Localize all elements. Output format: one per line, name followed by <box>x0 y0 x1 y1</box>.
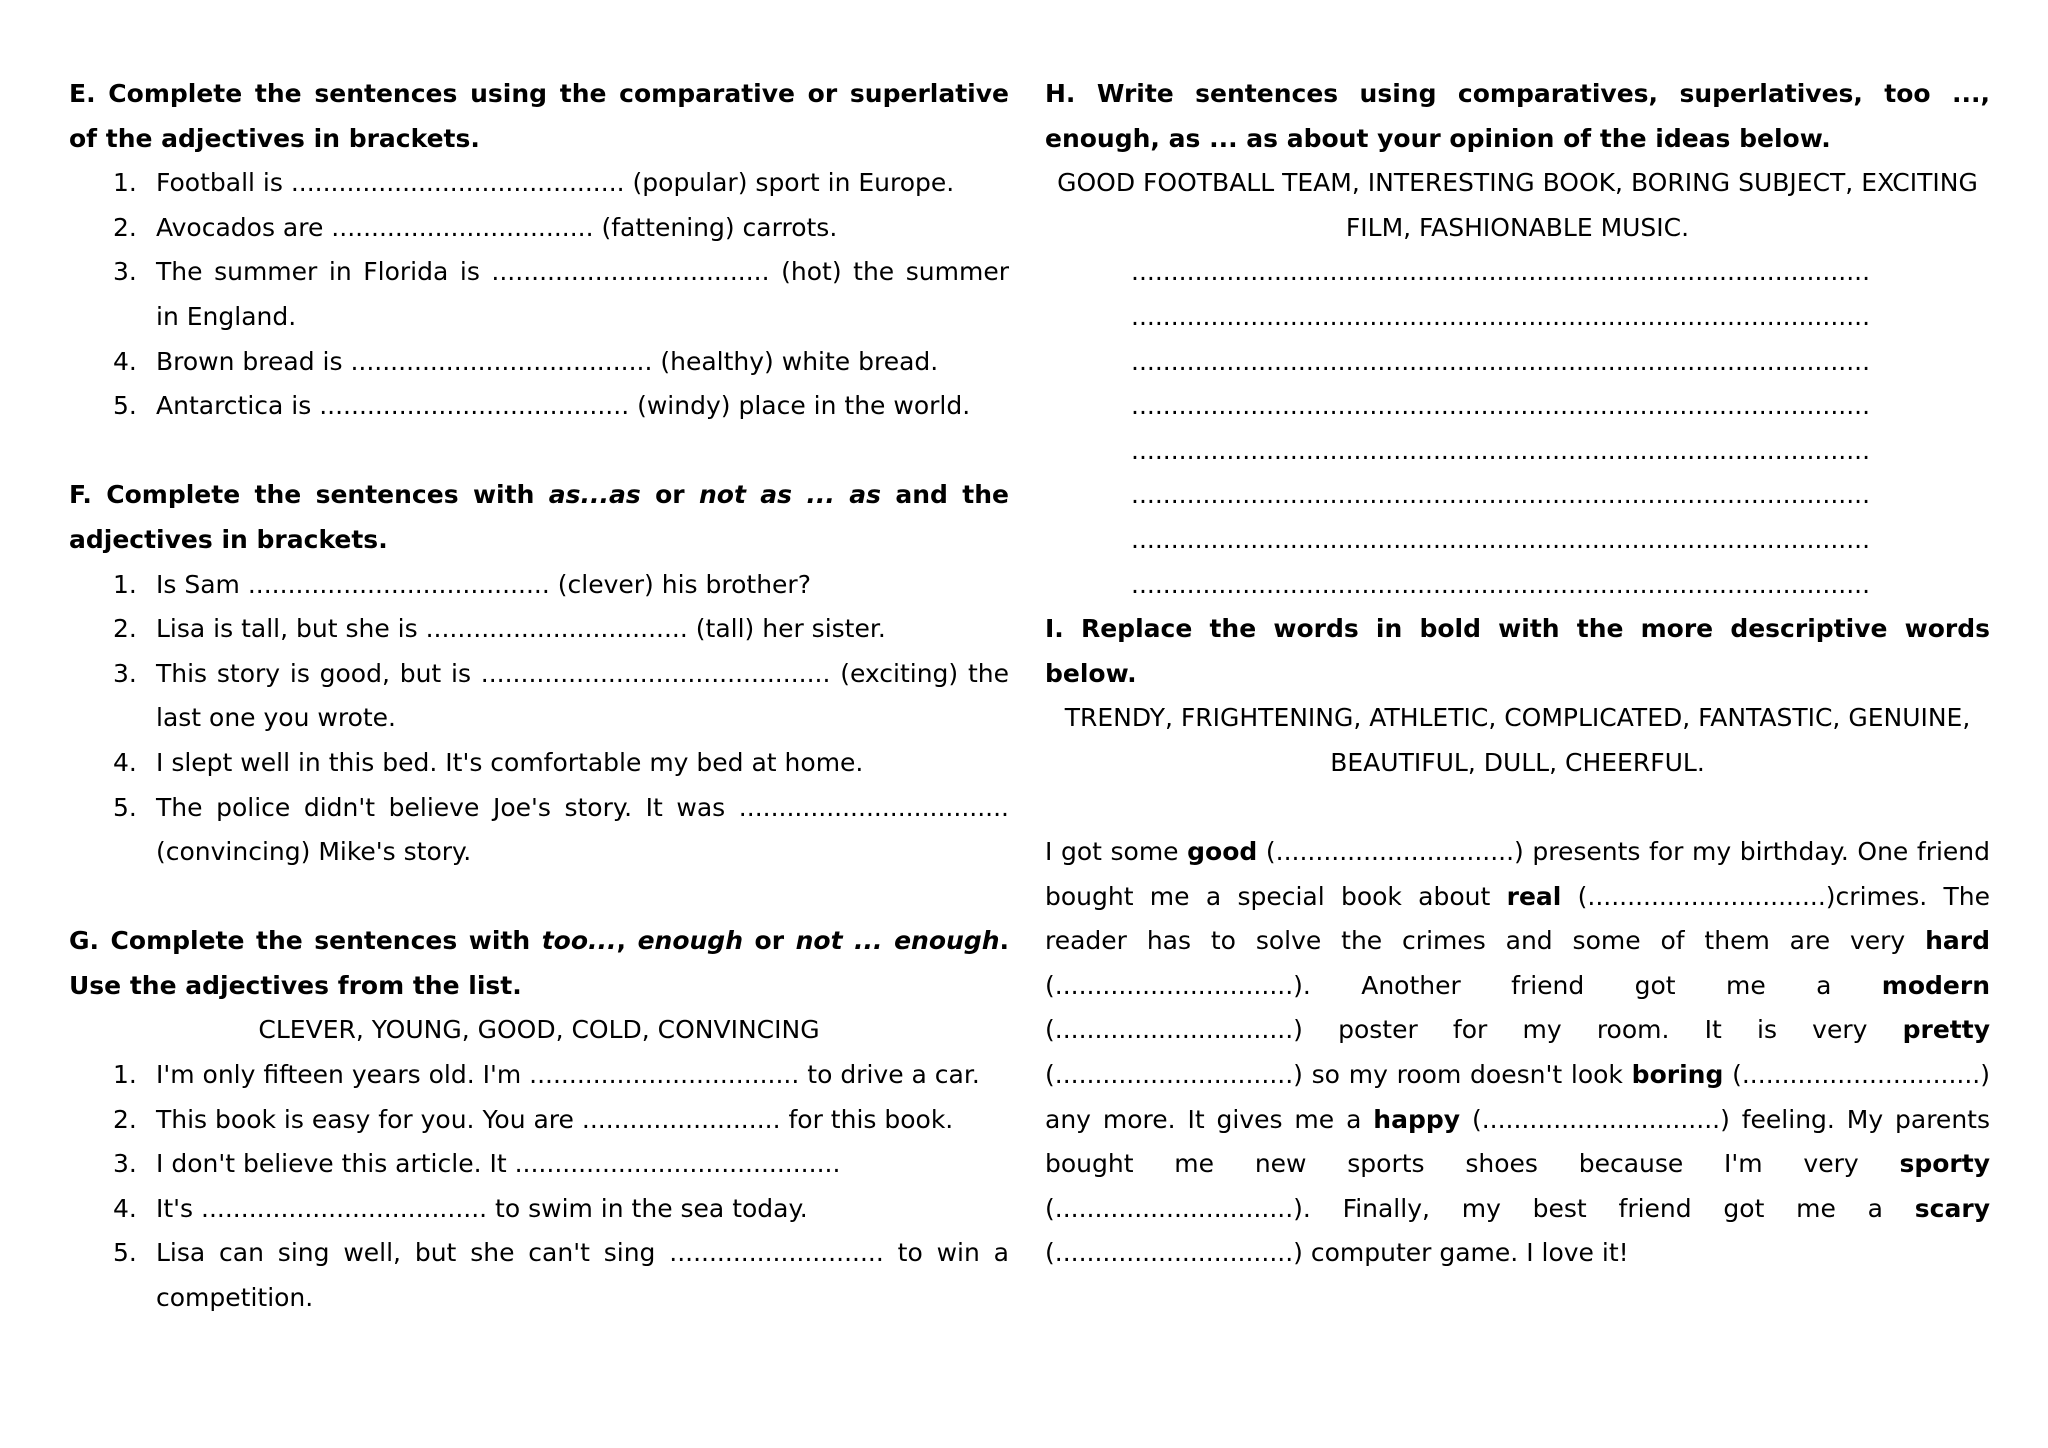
answer-line: ............................................................................................. <box>1131 569 1871 599</box>
bold-word: boring <box>1631 1060 1724 1090</box>
section-f-title <box>69 473 1009 562</box>
list-item: 1. Is Sam ...................................... (clever) his brother? <box>113 569 811 599</box>
title-text: G. Complete the sentences with <box>69 926 542 956</box>
section-i-paragraph <box>1045 830 1990 1276</box>
item-text: Lisa is tall, but she is ................................. (tall) her sister. <box>156 614 886 644</box>
spacer <box>69 429 1009 474</box>
title-emphasis: enough <box>637 926 743 956</box>
paragraph-text: (..............................) presents for my birthday. One friend bought me a special book about <box>1045 837 1991 911</box>
title-text: and the adjectives in brackets. <box>69 480 1009 554</box>
answer-line: ............................................................................................. <box>1131 435 1871 465</box>
list-item: 2. Avocados are ................................. (fattening) carrots. <box>113 212 838 242</box>
title-emphasis: not ... enough <box>795 926 1000 956</box>
list-item: 4. I slept well in this bed. It's comfortable my bed at home. <box>113 747 864 777</box>
list-item: 3. This story is good, but is ............................................ (exciting) the last one you wrote. <box>113 658 1009 733</box>
answer-line: ............................................................................................. <box>1131 257 1871 287</box>
list-item: 5. The police didn't believe Joe's story. It was .................................. (convincing) Mike's story. <box>113 792 1009 867</box>
list-item: 1. Football is .......................................... (popular) sport in Europe. <box>113 168 955 198</box>
list-item: 5. Antarctica is ....................................... (windy) place in the world. <box>113 391 971 421</box>
section-g-word-list: CLEVER, YOUNG, GOOD, COLD, CONVINCING <box>258 1015 820 1045</box>
section-g-title <box>69 919 1009 1008</box>
bold-word: sporty <box>1899 1149 1990 1179</box>
title-text: F. Complete the sentences with <box>69 480 549 510</box>
left-column <box>69 72 1009 1321</box>
item-text: Brown bread is ...................................... (healthy) white bread. <box>156 346 939 376</box>
spacer <box>69 875 1009 920</box>
section-e-list <box>69 161 1009 429</box>
list-item: 2. Lisa is tall, but she is ................................. (tall) her sister. <box>113 614 886 644</box>
item-text: Is Sam ...................................... (clever) his brother? <box>156 569 811 599</box>
answer-line: ............................................................................................. <box>1131 391 1871 421</box>
list-item: 1. I'm only fifteen years old. I'm .................................. to drive a car. <box>113 1060 980 1090</box>
section-h-word-list: GOOD FOOTBALL TEAM, INTERESTING BOOK, BORING SUBJECT, EXCITING FILM, FASHIONABLE MUSIC. <box>1057 168 1978 242</box>
paragraph-text: (..............................)crimes. The reader has to solve the crimes and some of them are very <box>1045 881 1990 956</box>
title-text: or <box>743 926 796 956</box>
answer-line: ............................................................................................. <box>1131 524 1871 554</box>
section-i-title: I. Replace the words in bold with the more descriptive words below. <box>1045 614 1990 688</box>
item-text: This book is easy for you. You are ......................... for this book. <box>156 1104 954 1134</box>
title-emphasis: too... <box>541 926 617 956</box>
paragraph-text: I got some <box>1045 837 1188 867</box>
item-text: This story is good, but is ............................................ (exciting) the last one you wrote. <box>156 658 1009 733</box>
bold-word: hard <box>1925 926 1990 956</box>
list-item: 3. The summer in Florida is ................................... (hot) the summer in England. <box>113 257 1009 331</box>
section-h-answer-lines <box>1045 250 1990 607</box>
bold-word: good <box>1187 837 1258 867</box>
right-column <box>1045 72 1990 1276</box>
title-emphasis: not as ... as <box>698 480 881 510</box>
list-item: 3. I don't believe this article. It ......................................... <box>113 1149 841 1179</box>
item-text: Lisa can sing well, but she can't sing ........................... to win a competition. <box>156 1238 1009 1313</box>
section-f-list <box>69 563 1009 875</box>
paragraph-text: (..............................) poster for my room. It is very <box>1045 1015 1903 1045</box>
paragraph-text: (..............................). Finally, my best friend got me a <box>1045 1193 1915 1223</box>
list-item: 4. It's .................................... to swim in the sea today. <box>113 1193 808 1223</box>
section-i-word-list: TRENDY, FRIGHTENING, ATHLETIC, COMPLICATED, FANTASTIC, GENUINE, BEAUTIFUL, DULL, CHEERFUL. <box>1064 703 1971 777</box>
title-text: . Use the adjectives from the list. <box>69 926 1010 1000</box>
section-g-list <box>69 1053 1009 1321</box>
paragraph-text: (..............................) feeling. My parents bought me new sports shoes because I'm very <box>1045 1104 1990 1179</box>
item-text: Avocados are ................................. (fattening) carrots. <box>156 212 838 242</box>
bold-word: scary <box>1914 1193 1990 1223</box>
spacer <box>1045 786 1990 831</box>
list-item: 2. This book is easy for you. You are ......................... for this book. <box>113 1104 954 1134</box>
item-text: I slept well in this bed. It's comfortable my bed at home. <box>156 747 864 777</box>
section-e-title: E. Complete the sentences using the comparative or superlative of the adjectives in brackets. <box>69 79 1009 153</box>
item-text: The police didn't believe Joe's story. It was .................................. (convincing) Mike's story. <box>156 792 1009 867</box>
title-emphasis: as...as <box>548 480 641 510</box>
bold-word: real <box>1506 881 1562 911</box>
section-h-title: H. Write sentences using comparatives, superlatives, too ..., enough, as ... as about your opinion of the ideas below. <box>1045 79 1990 153</box>
item-text: The summer in Florida is ................................... (hot) the summer in England. <box>156 257 1009 331</box>
item-text: It's .................................... to swim in the sea today. <box>156 1193 808 1223</box>
bold-word: happy <box>1373 1104 1461 1134</box>
paragraph-text: (..............................) so my room doesn't look <box>1045 1060 1632 1090</box>
list-item: 4. Brown bread is ...................................... (healthy) white bread. <box>113 346 939 376</box>
answer-line: ............................................................................................. <box>1131 301 1871 331</box>
bold-word: pretty <box>1902 1015 1990 1045</box>
answer-line: ............................................................................................. <box>1131 346 1871 376</box>
title-text: , <box>616 926 638 956</box>
list-item: 5. Lisa can sing well, but she can't sing ........................... to win a competition. <box>113 1238 1009 1313</box>
item-text: I don't believe this article. It ......................................... <box>156 1149 841 1179</box>
item-text: Football is .......................................... (popular) sport in Europe. <box>156 168 955 198</box>
paragraph-text: (..............................) computer game. I love it! <box>1045 1238 1629 1268</box>
paragraph-text: (..............................). Another friend got me a <box>1045 970 1882 1000</box>
paragraph-text: (..............................) any more. It gives me a <box>1045 1060 1991 1134</box>
title-text: or <box>640 480 699 510</box>
item-text: Antarctica is ....................................... (windy) place in the world. <box>156 391 971 421</box>
bold-word: modern <box>1881 970 1990 1000</box>
answer-line: ............................................................................................. <box>1131 480 1871 510</box>
item-text: I'm only fifteen years old. I'm .................................. to drive a car. <box>156 1060 980 1090</box>
